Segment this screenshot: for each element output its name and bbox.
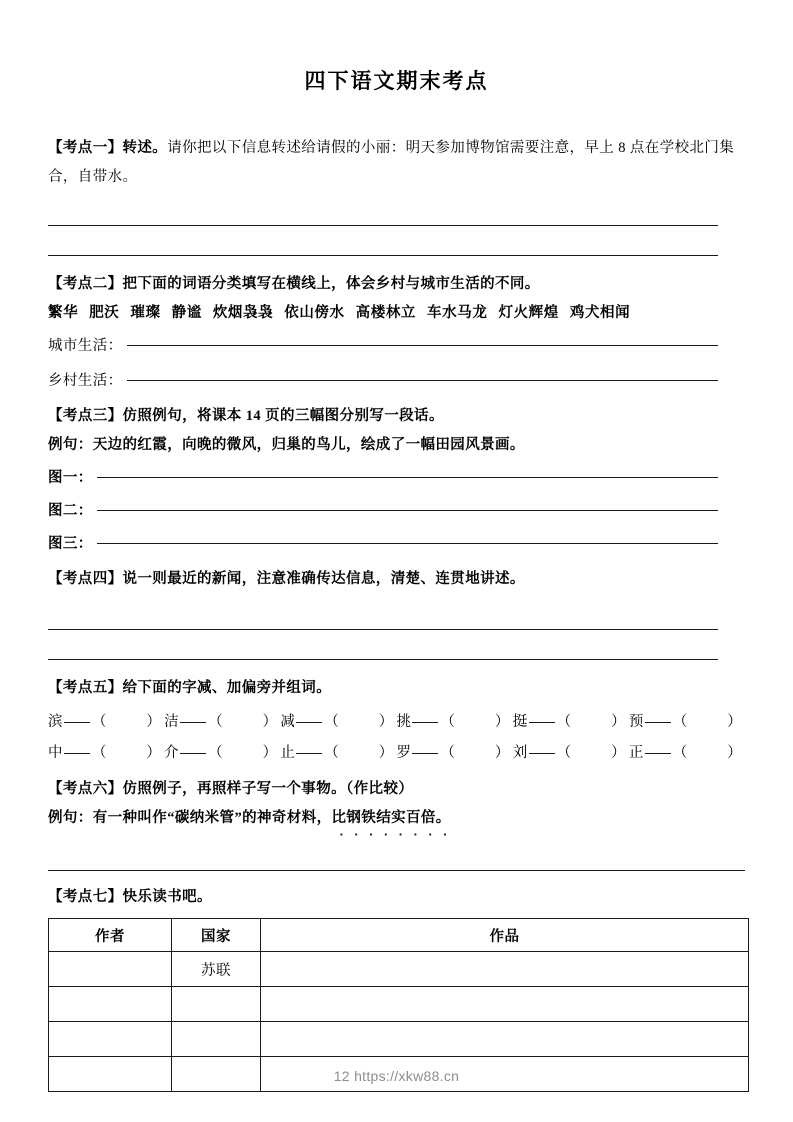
char-blank-cell[interactable] bbox=[629, 707, 745, 738]
word-paren[interactable] bbox=[208, 707, 277, 738]
char-label: 中 bbox=[48, 745, 63, 761]
char-blank-cell[interactable] bbox=[513, 738, 629, 769]
paren-close: ） bbox=[727, 745, 742, 761]
char-label: 挑 bbox=[396, 714, 412, 730]
word-item: 车水马龙 bbox=[427, 305, 488, 321]
char-label: 减 bbox=[280, 714, 296, 730]
radical-blank[interactable] bbox=[645, 753, 671, 754]
answer-line[interactable] bbox=[48, 634, 745, 664]
radical-blank[interactable] bbox=[529, 722, 555, 723]
word-paren[interactable] bbox=[440, 707, 509, 738]
radical-blank[interactable] bbox=[296, 722, 322, 723]
section-4-heading: 【考点四】说一则最近的新闻，注意准确传达信息，清楚、连贯地讲述。 bbox=[48, 571, 525, 587]
char-label: 止 bbox=[280, 745, 296, 761]
word-paren[interactable] bbox=[324, 738, 393, 769]
char-label: 正 bbox=[628, 745, 644, 761]
section-kaodian-3 bbox=[48, 402, 745, 559]
picture-2-answer[interactable] bbox=[48, 497, 745, 526]
table-header-works: 作品 bbox=[261, 919, 749, 952]
answer-line[interactable] bbox=[48, 604, 745, 634]
char-blank-cell[interactable] bbox=[629, 738, 745, 769]
picture-1-blank[interactable] bbox=[97, 477, 718, 478]
word-paren[interactable] bbox=[92, 738, 161, 769]
char-blank-cell[interactable] bbox=[280, 707, 396, 738]
paren-close: ） bbox=[146, 745, 161, 761]
cell-works[interactable] bbox=[261, 1022, 749, 1057]
word-paren[interactable] bbox=[673, 707, 742, 738]
word-paren[interactable] bbox=[557, 707, 626, 738]
word-paren[interactable] bbox=[324, 707, 393, 738]
city-life-label: 城市生活： bbox=[48, 338, 123, 354]
radical-blank[interactable] bbox=[180, 753, 206, 754]
table-row bbox=[49, 987, 749, 1022]
picture-1-answer[interactable] bbox=[48, 464, 745, 493]
radical-blank[interactable] bbox=[412, 753, 438, 754]
word-paren[interactable] bbox=[673, 738, 742, 769]
char-label: 滨 bbox=[48, 714, 63, 730]
section-5-heading: 【考点五】给下面的字减、加偏旁并组词。 bbox=[48, 680, 332, 696]
table-row bbox=[49, 1022, 749, 1057]
cell-country[interactable] bbox=[172, 987, 261, 1022]
paren-open: （ bbox=[208, 745, 223, 761]
char-blank-cell[interactable] bbox=[48, 707, 164, 738]
section-3-example: 例句：天边的红霞，向晚的微风，归巢的鸟儿，绘成了一幅田园风景画。 bbox=[48, 437, 525, 453]
radical-blank[interactable] bbox=[412, 722, 438, 723]
picture-2-label: 图二： bbox=[48, 503, 93, 519]
char-label: 罗 bbox=[396, 745, 412, 761]
answer-line[interactable] bbox=[48, 230, 745, 260]
page-title: 四下语文期末考点 bbox=[304, 69, 489, 93]
cell-works[interactable] bbox=[261, 987, 749, 1022]
picture-1-label: 图一： bbox=[48, 470, 93, 486]
word-item: 炊烟袅袅 bbox=[212, 305, 274, 321]
word-paren[interactable] bbox=[440, 738, 509, 769]
table-header-country: 国家 bbox=[172, 919, 261, 952]
word-item: 璀璨 bbox=[130, 305, 161, 321]
char-blank-cell[interactable] bbox=[48, 738, 164, 769]
paren-open: （ bbox=[672, 714, 688, 730]
paren-close: ） bbox=[378, 714, 394, 730]
word-item: 高楼林立 bbox=[355, 305, 417, 321]
table-header-author: 作者 bbox=[49, 919, 172, 952]
radical-blank[interactable] bbox=[64, 722, 90, 723]
section-7-heading: 【考点七】快乐读书吧。 bbox=[48, 889, 212, 905]
char-blank-cell[interactable] bbox=[280, 738, 396, 769]
paren-close: ） bbox=[611, 745, 626, 761]
radical-blank[interactable] bbox=[64, 753, 90, 754]
paren-close: ） bbox=[262, 714, 278, 730]
char-blank-row-1 bbox=[48, 707, 745, 738]
cell-country[interactable] bbox=[172, 1022, 261, 1057]
paren-open: （ bbox=[440, 714, 455, 730]
section-2-heading: 【考点二】把下面的词语分类填写在横线上，体会乡村与城市生活的不同。 bbox=[48, 276, 540, 292]
word-item: 肥沃 bbox=[89, 305, 120, 321]
word-item: 繁华 bbox=[48, 305, 79, 321]
answer-line[interactable] bbox=[48, 200, 745, 230]
section-1-heading-bold: 【考点一】转述。 bbox=[48, 140, 168, 156]
word-item: 鸡犬相闻 bbox=[569, 305, 631, 321]
char-label: 介 bbox=[164, 745, 180, 761]
section-2-wordlist bbox=[48, 299, 745, 328]
paren-close: ） bbox=[611, 714, 626, 730]
picture-3-label: 图三： bbox=[48, 536, 93, 552]
word-paren[interactable] bbox=[557, 738, 626, 769]
paren-open: （ bbox=[208, 714, 223, 730]
paren-open: （ bbox=[91, 745, 107, 761]
section-1-heading bbox=[48, 134, 745, 192]
section-kaodian-6 bbox=[48, 775, 745, 875]
paren-close: ） bbox=[494, 714, 510, 730]
radical-blank[interactable] bbox=[645, 722, 671, 723]
section-6-example bbox=[48, 804, 745, 833]
radical-blank[interactable] bbox=[296, 753, 322, 754]
country-life-answer[interactable] bbox=[48, 367, 745, 396]
country-life-label: 乡村生活： bbox=[48, 373, 123, 389]
table-row bbox=[49, 952, 749, 987]
cell-author[interactable] bbox=[49, 1022, 172, 1057]
char-label: 挺 bbox=[512, 714, 528, 730]
cell-country[interactable]: 苏联 bbox=[172, 952, 261, 987]
paren-open: （ bbox=[324, 745, 339, 761]
section-3-heading: 【考点三】仿照例句，将课本 14 页的三幅图分别写一段话。 bbox=[48, 408, 444, 424]
char-blank-cell[interactable] bbox=[513, 707, 629, 738]
char-blank-cell[interactable] bbox=[397, 707, 513, 738]
section-kaodian-7 bbox=[48, 883, 745, 1092]
city-life-blank[interactable] bbox=[127, 345, 719, 346]
char-blank-cell[interactable] bbox=[164, 738, 280, 769]
radical-blank[interactable] bbox=[529, 753, 555, 754]
cell-author[interactable] bbox=[49, 987, 172, 1022]
paren-close: ） bbox=[262, 745, 278, 761]
word-item: 依山傍水 bbox=[284, 305, 345, 321]
cell-author[interactable] bbox=[49, 952, 172, 987]
paren-close: ） bbox=[494, 745, 510, 761]
cell-works[interactable] bbox=[261, 952, 749, 987]
picture-3-blank[interactable] bbox=[97, 543, 718, 544]
page-footer: 12 https://xkw88.cn bbox=[333, 1068, 460, 1084]
char-blank-row-2 bbox=[48, 738, 745, 769]
word-paren[interactable] bbox=[92, 707, 161, 738]
paren-close: ） bbox=[378, 745, 394, 761]
section-kaodian-4 bbox=[48, 565, 745, 664]
paren-close: ） bbox=[146, 714, 161, 730]
char-blank-cell[interactable] bbox=[164, 707, 280, 738]
char-label: 刘 bbox=[512, 745, 528, 761]
word-item: 静谧 bbox=[171, 305, 202, 321]
reading-table bbox=[48, 918, 749, 1092]
word-item: 灯火辉煌 bbox=[498, 305, 559, 321]
radical-blank[interactable] bbox=[180, 722, 206, 723]
char-label: 预 bbox=[628, 714, 644, 730]
example-prefix: 例句：有一种叫作“碳纳米管”的神奇材料， bbox=[48, 810, 332, 826]
table-header-row bbox=[49, 919, 749, 952]
paren-open: （ bbox=[672, 745, 688, 761]
section-kaodian-2 bbox=[48, 270, 745, 396]
paren-open: （ bbox=[440, 745, 455, 761]
char-blank-cell[interactable] bbox=[397, 738, 513, 769]
paren-open: （ bbox=[324, 714, 339, 730]
section-6-heading: 【考点六】仿照例子，再照样子写一个事物。（作比较） bbox=[48, 781, 414, 797]
paren-open: （ bbox=[556, 714, 572, 730]
section-kaodian-1 bbox=[48, 134, 745, 260]
paren-open: （ bbox=[91, 714, 107, 730]
section-1-heading-text: 请你把以下信息转述给请假的小丽：明天参加博物馆需要注意，早上 8 点在学校北门集合，自带水。 bbox=[48, 140, 735, 185]
word-paren[interactable] bbox=[208, 738, 277, 769]
country-life-blank[interactable] bbox=[127, 380, 719, 381]
example-emphasis: 比钢铁结实百倍。 bbox=[332, 804, 451, 833]
paren-close: ） bbox=[727, 714, 742, 730]
paren-open: （ bbox=[556, 745, 572, 761]
document-content bbox=[48, 134, 745, 1092]
city-life-answer[interactable] bbox=[48, 332, 745, 361]
answer-line[interactable] bbox=[48, 845, 745, 875]
char-label: 洁 bbox=[164, 714, 180, 730]
picture-3-answer[interactable] bbox=[48, 530, 745, 559]
section-kaodian-5 bbox=[48, 674, 745, 769]
picture-2-blank[interactable] bbox=[97, 510, 718, 511]
